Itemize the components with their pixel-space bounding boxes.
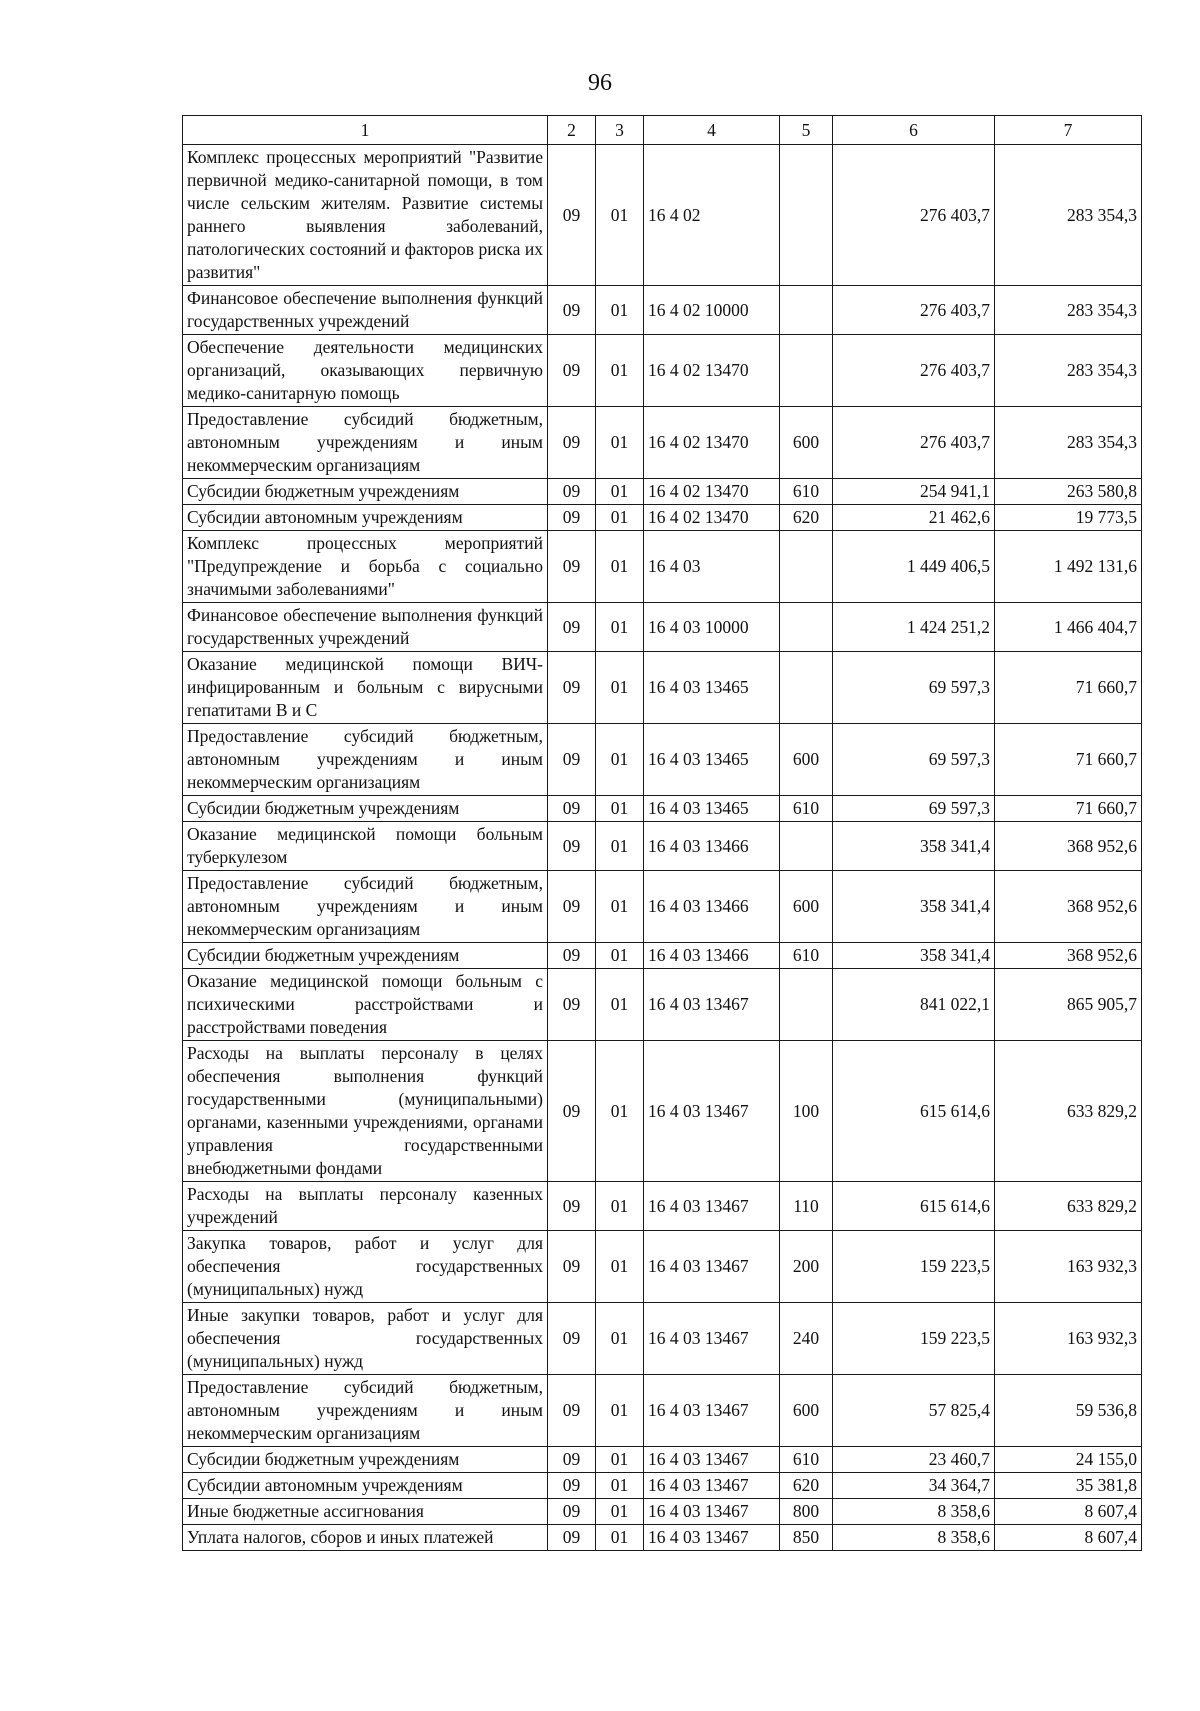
row-subsection: 01 <box>596 943 644 969</box>
row-amount-year-2: 283 354,3 <box>995 286 1142 335</box>
row-section: 09 <box>548 1375 596 1447</box>
row-name: Уплата налогов, сборов и иных платежей <box>183 1525 548 1551</box>
row-name: Оказание медицинской помощи ВИЧ-инфицированным и больным с вирусными гепатитами В и С <box>183 652 548 724</box>
row-target-code: 16 4 03 13465 <box>644 796 780 822</box>
table-row <box>183 724 1142 796</box>
row-name: Предоставление субсидий бюджетным, автономным учреждениям и иным некоммерческим организациям <box>183 1375 548 1447</box>
row-section: 09 <box>548 145 596 286</box>
table-row <box>183 407 1142 479</box>
row-amount-year-1: 69 597,3 <box>833 652 995 724</box>
row-subsection: 01 <box>596 407 644 479</box>
table-row <box>183 1375 1142 1447</box>
row-amount-year-2: 59 536,8 <box>995 1375 1142 1447</box>
row-amount-year-2: 163 932,3 <box>995 1303 1142 1375</box>
row-amount-year-2: 8 607,4 <box>995 1499 1142 1525</box>
row-target-code: 16 4 02 <box>644 145 780 286</box>
row-amount-year-1: 8 358,6 <box>833 1525 995 1551</box>
row-amount-year-2: 263 580,8 <box>995 479 1142 505</box>
row-amount-year-1: 841 022,1 <box>833 969 995 1041</box>
row-expense-type: 100 <box>780 1041 833 1182</box>
row-name: Предоставление субсидий бюджетным, автономным учреждениям и иным некоммерческим организациям <box>183 871 548 943</box>
row-name: Субсидии автономным учреждениям <box>183 1473 548 1499</box>
row-subsection: 01 <box>596 286 644 335</box>
row-amount-year-1: 1 424 251,2 <box>833 603 995 652</box>
row-subsection: 01 <box>596 652 644 724</box>
row-section: 09 <box>548 505 596 531</box>
row-amount-year-1: 358 341,4 <box>833 822 995 871</box>
row-subsection: 01 <box>596 505 644 531</box>
row-expense-type <box>780 603 833 652</box>
row-subsection: 01 <box>596 724 644 796</box>
row-subsection: 01 <box>596 603 644 652</box>
row-amount-year-2: 368 952,6 <box>995 822 1142 871</box>
row-subsection: 01 <box>596 1375 644 1447</box>
row-expense-type: 610 <box>780 796 833 822</box>
row-section: 09 <box>548 1182 596 1231</box>
row-section: 09 <box>548 603 596 652</box>
row-subsection: 01 <box>596 796 644 822</box>
row-target-code: 16 4 03 13466 <box>644 943 780 969</box>
row-amount-year-1: 358 341,4 <box>833 943 995 969</box>
row-expense-type <box>780 822 833 871</box>
row-expense-type: 600 <box>780 407 833 479</box>
row-section: 09 <box>548 335 596 407</box>
row-amount-year-1: 358 341,4 <box>833 871 995 943</box>
row-expense-type: 600 <box>780 1375 833 1447</box>
row-amount-year-1: 21 462,6 <box>833 505 995 531</box>
row-subsection: 01 <box>596 1231 644 1303</box>
table-row <box>183 822 1142 871</box>
table-row <box>183 1447 1142 1473</box>
table-row <box>183 1041 1142 1182</box>
row-amount-year-2: 368 952,6 <box>995 943 1142 969</box>
row-target-code: 16 4 03 13467 <box>644 969 780 1041</box>
header-col-3: 3 <box>596 116 644 145</box>
row-amount-year-2: 633 829,2 <box>995 1041 1142 1182</box>
header-col-2: 2 <box>548 116 596 145</box>
row-target-code: 16 4 03 10000 <box>644 603 780 652</box>
row-target-code: 16 4 03 13466 <box>644 871 780 943</box>
row-amount-year-1: 615 614,6 <box>833 1041 995 1182</box>
row-amount-year-1: 57 825,4 <box>833 1375 995 1447</box>
row-name: Обеспечение деятельности медицинских организаций, оказывающих первичную медико-санитарную помощь <box>183 335 548 407</box>
row-target-code: 16 4 03 13467 <box>644 1041 780 1182</box>
row-target-code: 16 4 03 13467 <box>644 1231 780 1303</box>
row-subsection: 01 <box>596 335 644 407</box>
row-amount-year-1: 8 358,6 <box>833 1499 995 1525</box>
table-row <box>183 1473 1142 1499</box>
row-name: Комплекс процессных мероприятий "Предупреждение и борьба с социально значимыми заболеваниями" <box>183 531 548 603</box>
row-subsection: 01 <box>596 531 644 603</box>
row-target-code: 16 4 03 13467 <box>644 1525 780 1551</box>
table-row <box>183 652 1142 724</box>
header-row <box>183 116 1142 145</box>
row-amount-year-1: 23 460,7 <box>833 1447 995 1473</box>
row-target-code: 16 4 03 <box>644 531 780 603</box>
row-expense-type: 600 <box>780 724 833 796</box>
row-section: 09 <box>548 286 596 335</box>
row-section: 09 <box>548 479 596 505</box>
row-expense-type <box>780 969 833 1041</box>
row-subsection: 01 <box>596 1499 644 1525</box>
row-name: Расходы на выплаты персоналу казенных учреждений <box>183 1182 548 1231</box>
row-name: Субсидии бюджетным учреждениям <box>183 796 548 822</box>
row-subsection: 01 <box>596 822 644 871</box>
row-amount-year-1: 276 403,7 <box>833 145 995 286</box>
row-amount-year-2: 283 354,3 <box>995 335 1142 407</box>
row-amount-year-2: 1 466 404,7 <box>995 603 1142 652</box>
table-row <box>183 796 1142 822</box>
table-row <box>183 479 1142 505</box>
page-number: 96 <box>588 70 612 96</box>
row-expense-type: 200 <box>780 1231 833 1303</box>
row-expense-type: 610 <box>780 1447 833 1473</box>
row-section: 09 <box>548 1303 596 1375</box>
row-section: 09 <box>548 1525 596 1551</box>
row-subsection: 01 <box>596 479 644 505</box>
row-amount-year-2: 283 354,3 <box>995 145 1142 286</box>
table-row <box>183 505 1142 531</box>
row-amount-year-1: 1 449 406,5 <box>833 531 995 603</box>
table-row <box>183 1182 1142 1231</box>
row-subsection: 01 <box>596 145 644 286</box>
header-col-5: 5 <box>780 116 833 145</box>
row-section: 09 <box>548 531 596 603</box>
row-amount-year-2: 1 492 131,6 <box>995 531 1142 603</box>
row-section: 09 <box>548 871 596 943</box>
row-target-code: 16 4 03 13466 <box>644 822 780 871</box>
row-amount-year-2: 368 952,6 <box>995 871 1142 943</box>
row-name: Оказание медицинской помощи больным туберкулезом <box>183 822 548 871</box>
row-amount-year-1: 69 597,3 <box>833 724 995 796</box>
row-expense-type <box>780 531 833 603</box>
row-target-code: 16 4 02 13470 <box>644 335 780 407</box>
row-amount-year-2: 633 829,2 <box>995 1182 1142 1231</box>
row-amount-year-2: 71 660,7 <box>995 724 1142 796</box>
row-amount-year-1: 69 597,3 <box>833 796 995 822</box>
table-row <box>183 335 1142 407</box>
row-target-code: 16 4 03 13465 <box>644 724 780 796</box>
row-amount-year-2: 163 932,3 <box>995 1231 1142 1303</box>
header-col-1: 1 <box>183 116 548 145</box>
row-target-code: 16 4 03 13465 <box>644 652 780 724</box>
row-subsection: 01 <box>596 1447 644 1473</box>
row-expense-type: 600 <box>780 871 833 943</box>
row-amount-year-2: 8 607,4 <box>995 1525 1142 1551</box>
row-amount-year-1: 276 403,7 <box>833 335 995 407</box>
table-row <box>183 871 1142 943</box>
table-row <box>183 1231 1142 1303</box>
table-row <box>183 1499 1142 1525</box>
row-amount-year-2: 283 354,3 <box>995 407 1142 479</box>
row-name: Финансовое обеспечение выполнения функций государственных учреждений <box>183 286 548 335</box>
row-section: 09 <box>548 1499 596 1525</box>
row-amount-year-1: 159 223,5 <box>833 1303 995 1375</box>
table-row <box>183 603 1142 652</box>
row-expense-type: 850 <box>780 1525 833 1551</box>
row-section: 09 <box>548 822 596 871</box>
row-amount-year-1: 615 614,6 <box>833 1182 995 1231</box>
row-target-code: 16 4 02 10000 <box>644 286 780 335</box>
row-amount-year-1: 254 941,1 <box>833 479 995 505</box>
table-header <box>183 116 1142 145</box>
row-expense-type: 240 <box>780 1303 833 1375</box>
row-amount-year-2: 71 660,7 <box>995 796 1142 822</box>
row-name: Расходы на выплаты персоналу в целях обеспечения выполнения функций государственными (муниципальными) органами, казенными учреждениями, органами управления государственными внебюджетными фондами <box>183 1041 548 1182</box>
header-col-6: 6 <box>833 116 995 145</box>
row-section: 09 <box>548 796 596 822</box>
row-amount-year-1: 276 403,7 <box>833 286 995 335</box>
row-amount-year-2: 865 905,7 <box>995 969 1142 1041</box>
row-name: Иные бюджетные ассигнования <box>183 1499 548 1525</box>
row-name: Финансовое обеспечение выполнения функций государственных учреждений <box>183 603 548 652</box>
row-section: 09 <box>548 1447 596 1473</box>
row-name: Субсидии автономным учреждениям <box>183 505 548 531</box>
row-amount-year-1: 276 403,7 <box>833 407 995 479</box>
row-expense-type: 610 <box>780 943 833 969</box>
row-name: Предоставление субсидий бюджетным, автономным учреждениям и иным некоммерческим организациям <box>183 724 548 796</box>
header-col-4: 4 <box>644 116 780 145</box>
row-subsection: 01 <box>596 871 644 943</box>
row-amount-year-2: 71 660,7 <box>995 652 1142 724</box>
row-amount-year-1: 34 364,7 <box>833 1473 995 1499</box>
row-expense-type: 610 <box>780 479 833 505</box>
row-target-code: 16 4 02 13470 <box>644 479 780 505</box>
table-row <box>183 531 1142 603</box>
row-target-code: 16 4 03 13467 <box>644 1182 780 1231</box>
row-subsection: 01 <box>596 1473 644 1499</box>
table-row <box>183 1525 1142 1551</box>
row-target-code: 16 4 02 13470 <box>644 505 780 531</box>
row-expense-type <box>780 145 833 286</box>
row-name: Предоставление субсидий бюджетным, автономным учреждениям и иным некоммерческим организациям <box>183 407 548 479</box>
row-amount-year-1: 159 223,5 <box>833 1231 995 1303</box>
table-body <box>183 145 1142 1551</box>
row-subsection: 01 <box>596 1041 644 1182</box>
row-section: 09 <box>548 407 596 479</box>
table-row <box>183 145 1142 286</box>
row-section: 09 <box>548 943 596 969</box>
row-name: Субсидии бюджетным учреждениям <box>183 943 548 969</box>
row-amount-year-2: 24 155,0 <box>995 1447 1142 1473</box>
row-name: Комплекс процессных мероприятий "Развитие первичной медико-санитарной помощи, в том числе сельским жителям. Развитие системы раннего выявления заболеваний, патологических состояний и факторов риска их развития" <box>183 145 548 286</box>
row-expense-type: 110 <box>780 1182 833 1231</box>
row-subsection: 01 <box>596 1525 644 1551</box>
row-expense-type <box>780 335 833 407</box>
row-section: 09 <box>548 969 596 1041</box>
row-target-code: 16 4 03 13467 <box>644 1303 780 1375</box>
row-subsection: 01 <box>596 1182 644 1231</box>
row-expense-type <box>780 286 833 335</box>
row-target-code: 16 4 03 13467 <box>644 1499 780 1525</box>
row-section: 09 <box>548 724 596 796</box>
row-name: Иные закупки товаров, работ и услуг для обеспечения государственных (муниципальных) нужд <box>183 1303 548 1375</box>
row-target-code: 16 4 02 13470 <box>644 407 780 479</box>
row-section: 09 <box>548 1231 596 1303</box>
row-amount-year-2: 19 773,5 <box>995 505 1142 531</box>
table-row <box>183 943 1142 969</box>
budget-table <box>182 115 1142 1551</box>
row-section: 09 <box>548 652 596 724</box>
table-row <box>183 1303 1142 1375</box>
row-name: Субсидии бюджетным учреждениям <box>183 479 548 505</box>
row-amount-year-2: 35 381,8 <box>995 1473 1142 1499</box>
row-target-code: 16 4 03 13467 <box>644 1447 780 1473</box>
row-expense-type: 620 <box>780 1473 833 1499</box>
row-name: Субсидии бюджетным учреждениям <box>183 1447 548 1473</box>
row-expense-type: 620 <box>780 505 833 531</box>
row-section: 09 <box>548 1473 596 1499</box>
row-name: Закупка товаров, работ и услуг для обеспечения государственных (муниципальных) нужд <box>183 1231 548 1303</box>
row-name: Оказание медицинской помощи больным с психическими расстройствами и расстройствами поведения <box>183 969 548 1041</box>
table-row <box>183 969 1142 1041</box>
row-expense-type <box>780 652 833 724</box>
row-target-code: 16 4 03 13467 <box>644 1375 780 1447</box>
row-expense-type: 800 <box>780 1499 833 1525</box>
row-section: 09 <box>548 1041 596 1182</box>
table-row <box>183 286 1142 335</box>
row-subsection: 01 <box>596 969 644 1041</box>
row-subsection: 01 <box>596 1303 644 1375</box>
row-target-code: 16 4 03 13467 <box>644 1473 780 1499</box>
header-col-7: 7 <box>995 116 1142 145</box>
